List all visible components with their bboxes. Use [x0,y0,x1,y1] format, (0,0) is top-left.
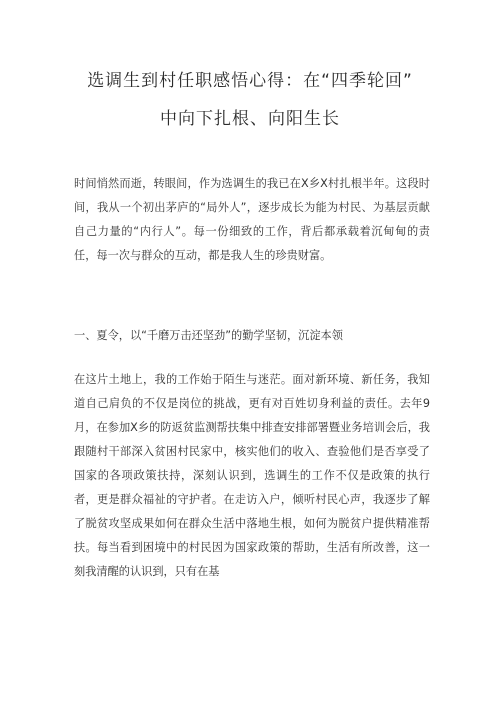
document-title-line-2: 中向下扎根、向阳生长 [160,109,340,129]
intro-paragraph: 时间悄然而逝，转眼间，作为选调生的我已在X乡X村扎根半年。这段时间，我从一个初出茅庐的“局外人”，逐步成长为能为村民、为基层贡献自己力量的“内行人”。每一份细致的工作，背后都承载着沉甸甸的责任，每一次与群众的互动，都是我人生的珍贵财富。 [74,177,430,262]
body-paragraph: 在这片土地上，我的工作始于陌生与迷茫。面对新环境、新任务，我知道自己肩负的不仅是岗位的挑战，更有对百姓切身利益的责任。去年9月，在参加X乡的防返贫监测帮扶集中排查安排部署暨业务培训会后，我跟随村干部深入贫困村民家中，核实他们的收入、查验他们是否享受了国家的各项政策扶持，深刻认识到，选调生的工作不仅是政策的执行者，更是群众福祉的守护者。在走访入户，倾听村民心声，我逐步了解了脱贫攻坚成果如何在群众生活中落地生根，如何为脱贫户提供精准帮扶。每当看到困境中的村民因为国家政策的帮助，生活有所改善，这一刻我清醒的认识到，只有在基 [74,373,430,578]
section-heading: 一、夏令，以“千磨万击还坚劲”的勤学坚韧，沉淀本领 [74,329,343,342]
document-title-line-1: 选调生到村任职感悟心得：在“四季轮回” [87,71,413,91]
